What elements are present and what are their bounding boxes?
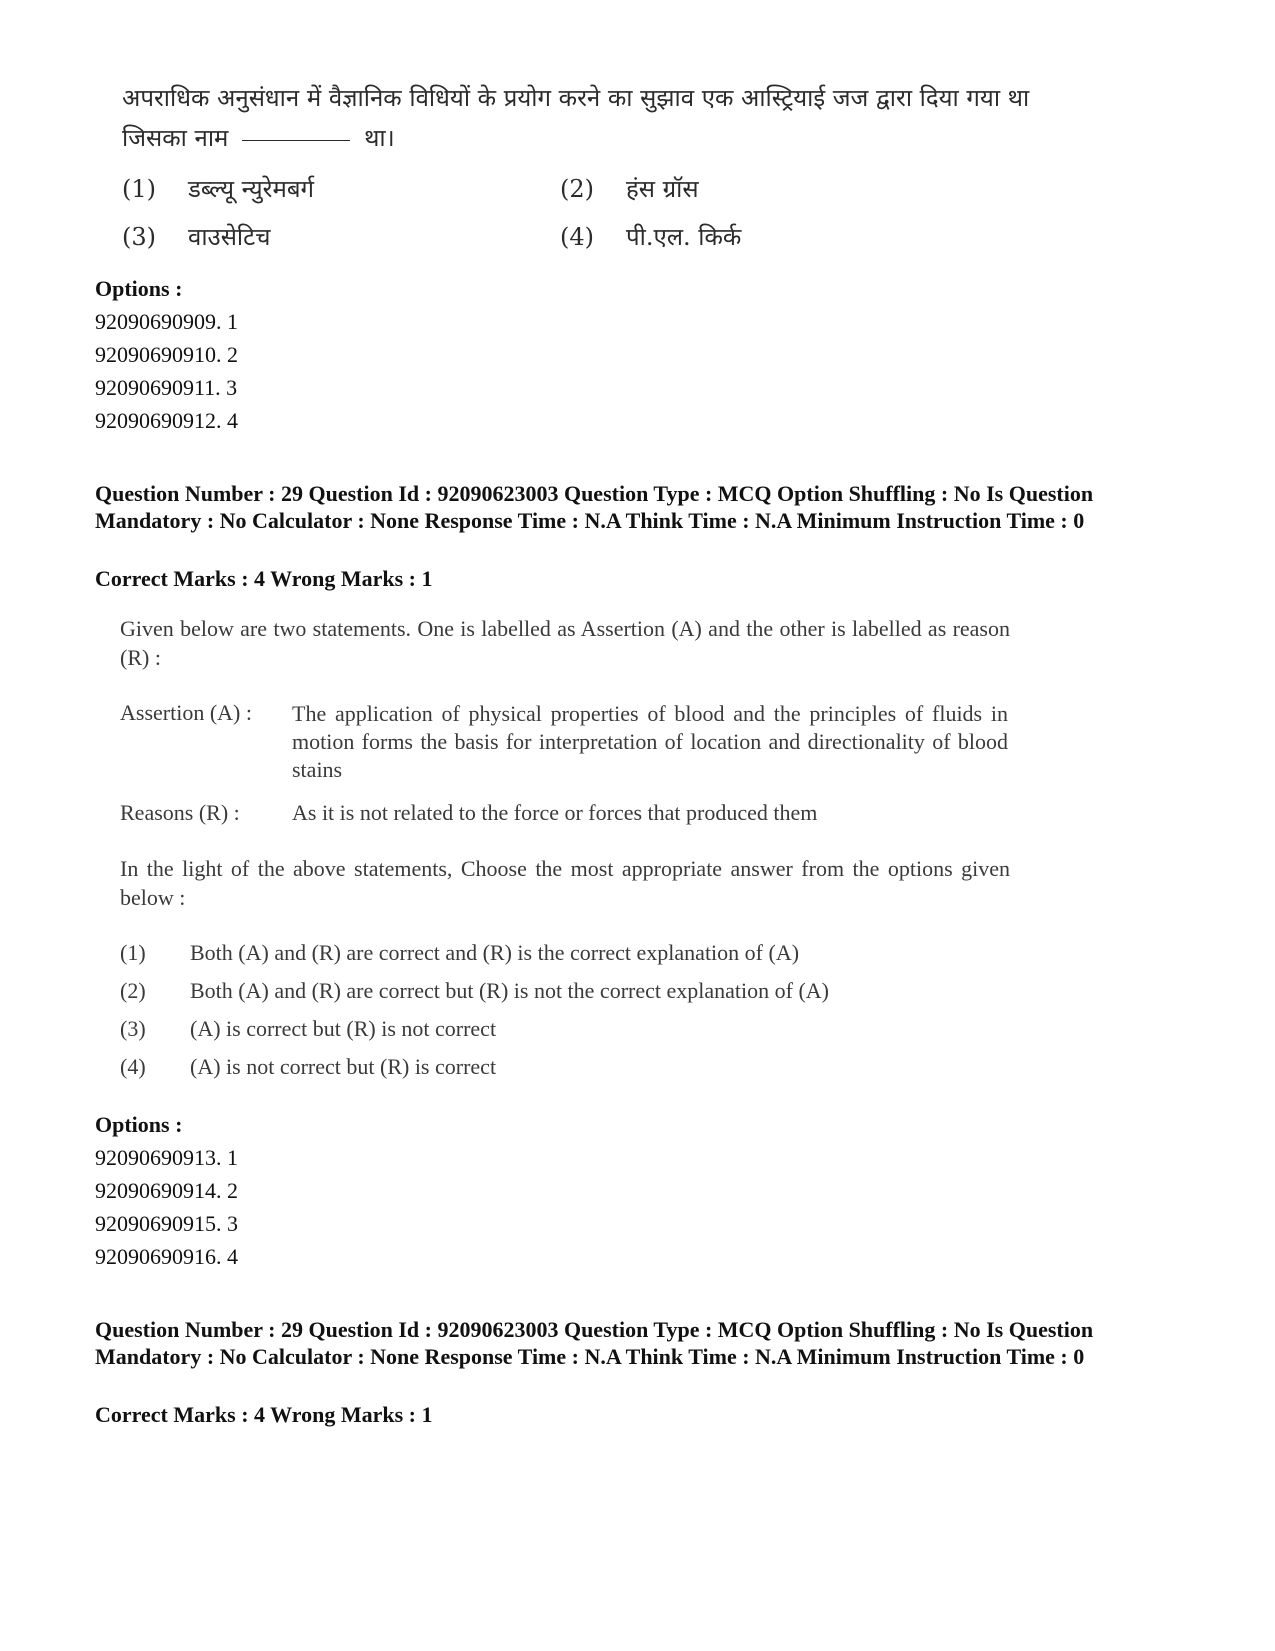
assertion-label: Assertion (A) :: [120, 700, 252, 725]
options-label: Options :: [95, 276, 183, 301]
choice-text: पी.एल. किर्क: [626, 223, 742, 251]
q28-choice-3: [122, 220, 271, 253]
q28-choice-2: [560, 172, 699, 205]
q28-options-block: [95, 272, 238, 437]
q29-options-block: [95, 1108, 238, 1273]
option-id: 92090690916. 4: [95, 1244, 238, 1269]
fill-in-blank: [242, 139, 350, 141]
choice-text: हंस ग्रॉस: [626, 175, 699, 203]
choice-number: (3): [122, 223, 156, 251]
choice-text: Both (A) and (R) are correct and (R) is the correct explanation of (A): [190, 940, 800, 965]
q29-choice-4: [120, 1054, 496, 1080]
choice-text: (A) is not correct but (R) is correct: [190, 1054, 497, 1079]
options-label: Options :: [95, 1112, 183, 1137]
question-30-marks: Correct Marks : 4 Wrong Marks : 1: [95, 1402, 433, 1427]
option-id: 92090690915. 3: [95, 1211, 238, 1236]
option-id: 92090690909. 1: [95, 309, 238, 334]
choice-number: (2): [560, 175, 594, 203]
reason-text: As it is not related to the force or forces that produced them: [292, 800, 818, 825]
q28-choice-4: [560, 220, 741, 253]
question-29-header: Question Number : 29 Question Id : 92090623003 Question Type : MCQ Option Shuffling : No Is Question Mandatory : No Calculator : None Response Time : N.A Think Time : N.A Minimum Instruction Time : 0: [95, 481, 1094, 533]
question-30-header: Question Number : 29 Question Id : 92090623003 Question Type : MCQ Option Shuffling : No Is Question Mandatory : No Calculator : None Response Time : N.A Think Time : N.A Minimum Instruction Time : 0: [95, 1317, 1094, 1369]
reason-label: Reasons (R) :: [120, 800, 240, 825]
assertion-text: The application of physical properties of blood and the principles of fluids in motion forms the basis for interpretation of location and directionality of blood stains: [292, 701, 1008, 782]
choice-number: (1): [122, 175, 156, 203]
choice-text: वाउसेटिच: [188, 223, 271, 251]
choice-text: Both (A) and (R) are correct but (R) is not the correct explanation of (A): [190, 978, 829, 1003]
question-28-text: [122, 78, 1052, 158]
option-id: 92090690910. 2: [95, 342, 238, 367]
question-28-stem-end: था।: [364, 124, 395, 152]
question-29-instruction: In the light of the above statements, Choose the most appropriate answer from the options given below :: [120, 856, 1010, 910]
q29-choice-1: [120, 940, 799, 966]
choice-number: (2): [120, 978, 146, 1003]
option-id: 92090690911. 3: [95, 375, 238, 400]
q28-choice-1: [122, 172, 314, 205]
choice-text: डब्ल्यू न्युरेमबर्ग: [188, 175, 315, 203]
q29-choice-2: [120, 978, 829, 1004]
choice-number: (3): [120, 1016, 146, 1041]
question-29-intro: Given below are two statements. One is labelled as Assertion (A) and the other is labelled as reason (R) :: [120, 616, 1010, 670]
question-28-stem: अपराधिक अनुसंधान में वैज्ञानिक विधियों के प्रयोग करने का सुझाव एक आस्ट्रियाई जज द्वारा दिया गया था जिसका नाम: [122, 84, 1030, 152]
choice-text: (A) is correct but (R) is not correct: [190, 1016, 497, 1041]
choice-number: (4): [560, 223, 594, 251]
option-id: 92090690914. 2: [95, 1178, 238, 1203]
option-id: 92090690913. 1: [95, 1145, 238, 1170]
q29-choice-3: [120, 1016, 496, 1042]
choice-number: (4): [120, 1054, 146, 1079]
option-id: 92090690912. 4: [95, 408, 238, 433]
choice-number: (1): [120, 940, 146, 965]
question-29-marks: Correct Marks : 4 Wrong Marks : 1: [95, 566, 433, 591]
